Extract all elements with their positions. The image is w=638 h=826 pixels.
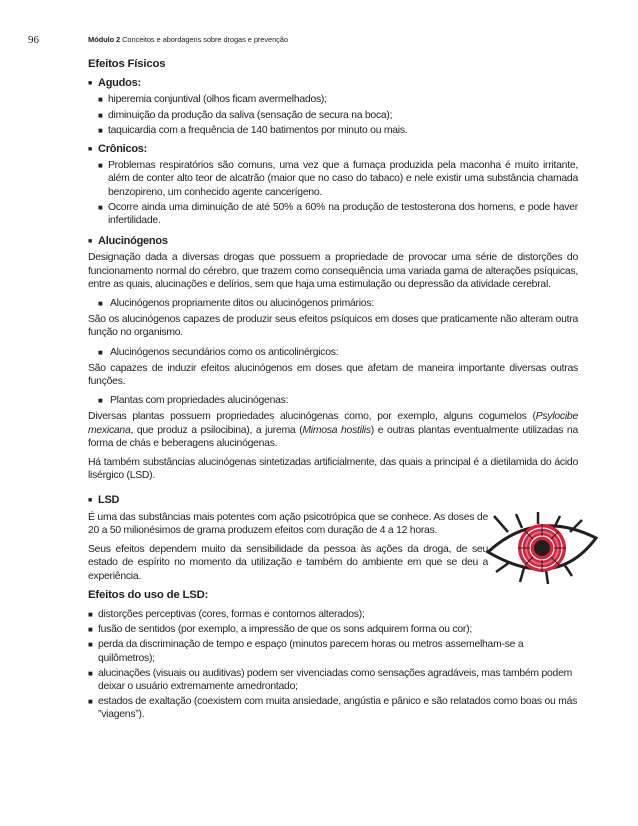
list-item: ■ taquicardia com a frequência de 140 batimentos por minuto ou mais. <box>98 124 578 137</box>
synthetic-hallucinogens-text: Há também substâncias alucinógenas sintetizadas artificialmente, das quais a principal é a dietilamida do ácido lisérgico (LSD). <box>88 457 578 482</box>
list-item: ■ fusão de sentidos (por exemplo, a impressão de que os sons adquirem forma ou cor); <box>88 623 578 636</box>
module-label: Módulo 2 <box>88 35 121 44</box>
running-head <box>88 35 288 44</box>
acute-heading-label: Agudos: <box>98 77 141 90</box>
acute-heading <box>88 77 578 90</box>
page-number: 96 <box>28 34 39 46</box>
plants-text-a: Diversas plantas possuem propriedades alucinógenas como, por exemplo, alguns cogumelos ( <box>88 411 536 423</box>
secondary-hallucinogens-heading: ■ Alucinógenos secundários como os anticolinérgicos: <box>88 346 578 359</box>
primary-hallucinogens-text: São os alucinógenos capazes de produzir seus efeitos psíquicos em doses que praticamente não alteram outra função no organismo. <box>88 314 578 339</box>
eye-icon <box>488 512 596 584</box>
list-item: ■ diminuição da produção da saliva (sensação de secura na boca); <box>98 109 578 122</box>
hallucinogens-heading-label: Alucinógenos <box>98 235 168 248</box>
page-header <box>28 34 608 48</box>
chronic-heading-label: Crônicos: <box>98 143 148 156</box>
list-item: ■ distorções perceptivas (cores, formas e contornos alterados); <box>88 608 578 621</box>
physical-effects-heading: Efeitos Físicos <box>88 58 166 70</box>
hallucinogens-intro: Designação dada a diversas drogas que possuem a propriedade de provocar uma série de distorções do funcionamento normal do cérebro, que trazem como consequência uma variada gama de alterações psíquicas, entre as quais, alucinações e delírios, sem que haja uma estimulação ou depressão da atividade cerebral. <box>88 252 578 290</box>
chronic-heading <box>88 143 578 156</box>
lsd-paragraph-1: É uma das substâncias mais potentes com ação psicotrópica que se conhece. As doses de 20 a 50 milionésimos de grama produzem efeitos com duração de 4 a 12 horas. <box>88 511 488 536</box>
species-psylocibe: Psylocibe mexicana <box>88 411 578 436</box>
module-subtitle: Conceitos e abordagens sobre drogas e prevenção <box>122 35 288 44</box>
lsd-heading-label: LSD <box>98 494 120 507</box>
plants-text-c: ) e outras plantas eventualmente utilizadas na forma de chás e beberagens alucinógenas. <box>88 424 578 449</box>
lsd-effects-heading: Efeitos do uso de LSD: <box>88 588 209 601</box>
species-mimosa: Mimosa hostilis <box>302 424 371 436</box>
list-item: ■ perda da discriminação de tempo e espaço (minutos parecem horas ou metros assemelham-se a quilômetros); <box>88 638 578 664</box>
lsd-effects-list <box>88 608 578 722</box>
plants-heading: ■ Plantas com propriedades alucinógenas: <box>88 394 578 407</box>
list-item: ■ Problemas respiratórios são comuns, uma vez que a fumaça produzida pela maconha é muito irritante, além de conter alto teor de alcatrão (maior que no caso do tabaco) e nele existir uma substância chamada benzopireno, um conhecido agente cancerígeno. <box>98 159 578 199</box>
list-item: ■ Ocorre ainda uma diminuição de até 50% a 60% na produção de testosterona dos homens, e pode haver infertilidade. <box>98 201 578 227</box>
hallucinogens-heading <box>88 235 578 248</box>
plants-text-b: , que produz a psilocibina), a jurema ( <box>130 424 303 436</box>
list-item: ■ alucinações (visuais ou auditivas) podem ser vivenciadas como sensações agradáveis, mas também podem deixar o usuário extremamente amedrontado; <box>88 667 578 693</box>
psychedelic-eye-illustration <box>486 512 598 586</box>
acute-list <box>88 93 578 137</box>
plants-text <box>88 410 578 450</box>
list-item: ■ estados de exaltação (coexistem com muita ansiedade, angústia e pânico e são relatados como boas ou más ”viagens”). <box>88 695 578 721</box>
chronic-list <box>88 159 578 227</box>
list-item: ■ hiperemia conjuntival (olhos ficam avermelhados); <box>98 93 578 106</box>
lsd-heading <box>88 494 578 507</box>
secondary-hallucinogens-text: São capazes de induzir efeitos alucinógenos em doses que afetam de maneira importante diversas outras funções. <box>88 362 578 388</box>
page-content <box>88 52 578 728</box>
lsd-paragraph-2: Seus efeitos dependem muito da sensibilidade da pessoa às ações da droga, de seu estado de espírito no momento da utilização e também do ambiente em que se deu a experiência. <box>88 544 488 582</box>
primary-hallucinogens-heading: ■ Alucinógenos propriamente ditos ou alucinógenos primários: <box>88 297 578 310</box>
